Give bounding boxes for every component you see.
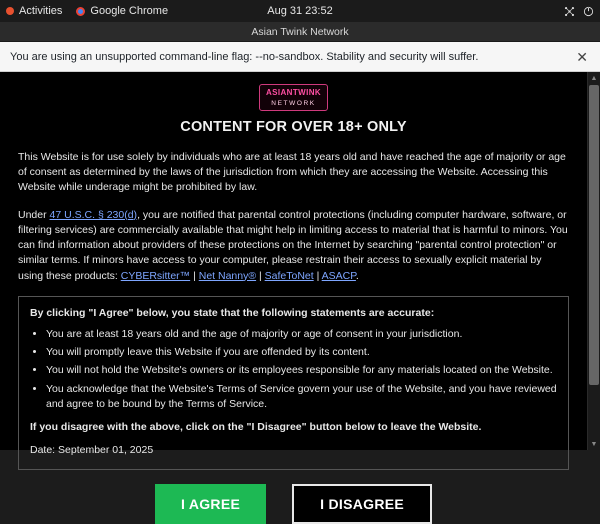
usc-link[interactable]: 47 U.S.C. § 230(d) [49, 208, 138, 221]
list-item: • You will promptly leave this Website if you are offended by its content. [46, 345, 557, 360]
activities-icon [6, 7, 14, 15]
bullet4-text: You acknowledge that the Website's Terms of Service govern your use of the Website, and you have reviewed and agree to be bound by the Terms of Service. [46, 382, 557, 410]
para2-body: , you are notified that parental control protections (including computer hardware, software, or filtering services) are commercially available that might help in limiting access to material that is harmful to minors. You can find information about providers of these protections on the Internet by searching "parental control protection" or similar terms. If minors have access to your computer, please restrain their access to sexually explicit material by using these products: [18, 208, 568, 282]
logo-line2: NETWORK [271, 99, 316, 107]
list-item: • You are at least 18 years old and the age of majority or age of consent in your jurisdiction. [46, 327, 557, 342]
close-icon[interactable]: ✕ [576, 48, 588, 65]
activities-button[interactable] [6, 5, 62, 17]
logo-badge [259, 84, 328, 111]
window-title-bar [0, 22, 600, 42]
disclaimer-paragraph-1: This Website is for use solely by individuals who are at least 18 years old and have reached the age of majority or age of consent as determined by the laws of the jurisdiction from which they are accessing the Website. Accessing this Website while underage might be prohibited by law. [18, 151, 566, 194]
browser-viewport [0, 72, 600, 512]
scroll-up-icon[interactable]: ▲ [590, 74, 598, 82]
app-menu-google-chrome[interactable] [76, 5, 168, 17]
scroll-down-icon[interactable]: ▼ [590, 440, 598, 448]
netnanny-link[interactable]: Net Nanny® [198, 269, 257, 282]
agreement-heading: By clicking "I Agree" below, you state that the following statements are accurate: [30, 306, 435, 319]
window-title: Asian Twink Network [251, 25, 349, 38]
para2-prefix: Under [18, 208, 50, 221]
app-menu-label: Google Chrome [90, 5, 169, 17]
logo-line1: ASIANTWINK [265, 88, 322, 97]
age-verification-page [0, 72, 587, 512]
list-item: • You will not hold the Website's owners or its employees responsible for any materials located on the Website. [46, 363, 557, 378]
top-bar-left [6, 5, 168, 17]
list-item [46, 382, 557, 412]
power-icon[interactable] [583, 6, 594, 17]
site-logo [18, 84, 569, 111]
cybersitter-link[interactable]: CYBERsitter™ [120, 269, 191, 282]
clock[interactable]: Aug 31 23:52 [267, 5, 333, 17]
system-top-bar [0, 0, 600, 22]
scrollbar-thumb[interactable] [589, 85, 599, 385]
network-icon[interactable] [564, 6, 575, 17]
safetonet-link[interactable]: SafeToNet [264, 269, 314, 282]
disclaimer-paragraph-2: Under 47 U.S.C. § 230(d), you are notified that parental control protections (including computer hardware, software, or filtering services) are commercially available that might help in limiting access to material that is harmful to minors. You can find information about providers of these protections on the Internet by searching "parental control protection" or similar terms. If minors have access to your computer, please restrain their access to sexually explicit material by using these products: CYBERsitter™ | Net Nanny® | SafeToNet | ASACP. [18, 208, 568, 282]
disagree-button[interactable]: I DISAGREE [292, 484, 432, 524]
page-title: CONTENT FOR OVER 18+ ONLY [180, 119, 407, 136]
chrome-infobar [0, 42, 600, 72]
agreement-bullet-list [46, 327, 557, 412]
status-area[interactable] [564, 6, 594, 17]
activities-label: Activities [19, 5, 63, 17]
date-line: Date: September 01, 2025 [30, 444, 154, 457]
infobar-message: You are using an unsupported command-line flag: --no-sandbox. Stability and security will suffer. [10, 50, 479, 63]
disagree-note: If you disagree with the above, click on the "I Disagree" button below to leave the Website. [30, 421, 482, 434]
page-scrollbar[interactable] [587, 72, 600, 450]
agree-button[interactable]: I AGREE [155, 484, 266, 524]
chrome-icon [76, 7, 85, 16]
asacp-link[interactable]: ASACP [321, 269, 356, 282]
action-buttons [18, 484, 569, 524]
agreement-box [18, 296, 569, 470]
